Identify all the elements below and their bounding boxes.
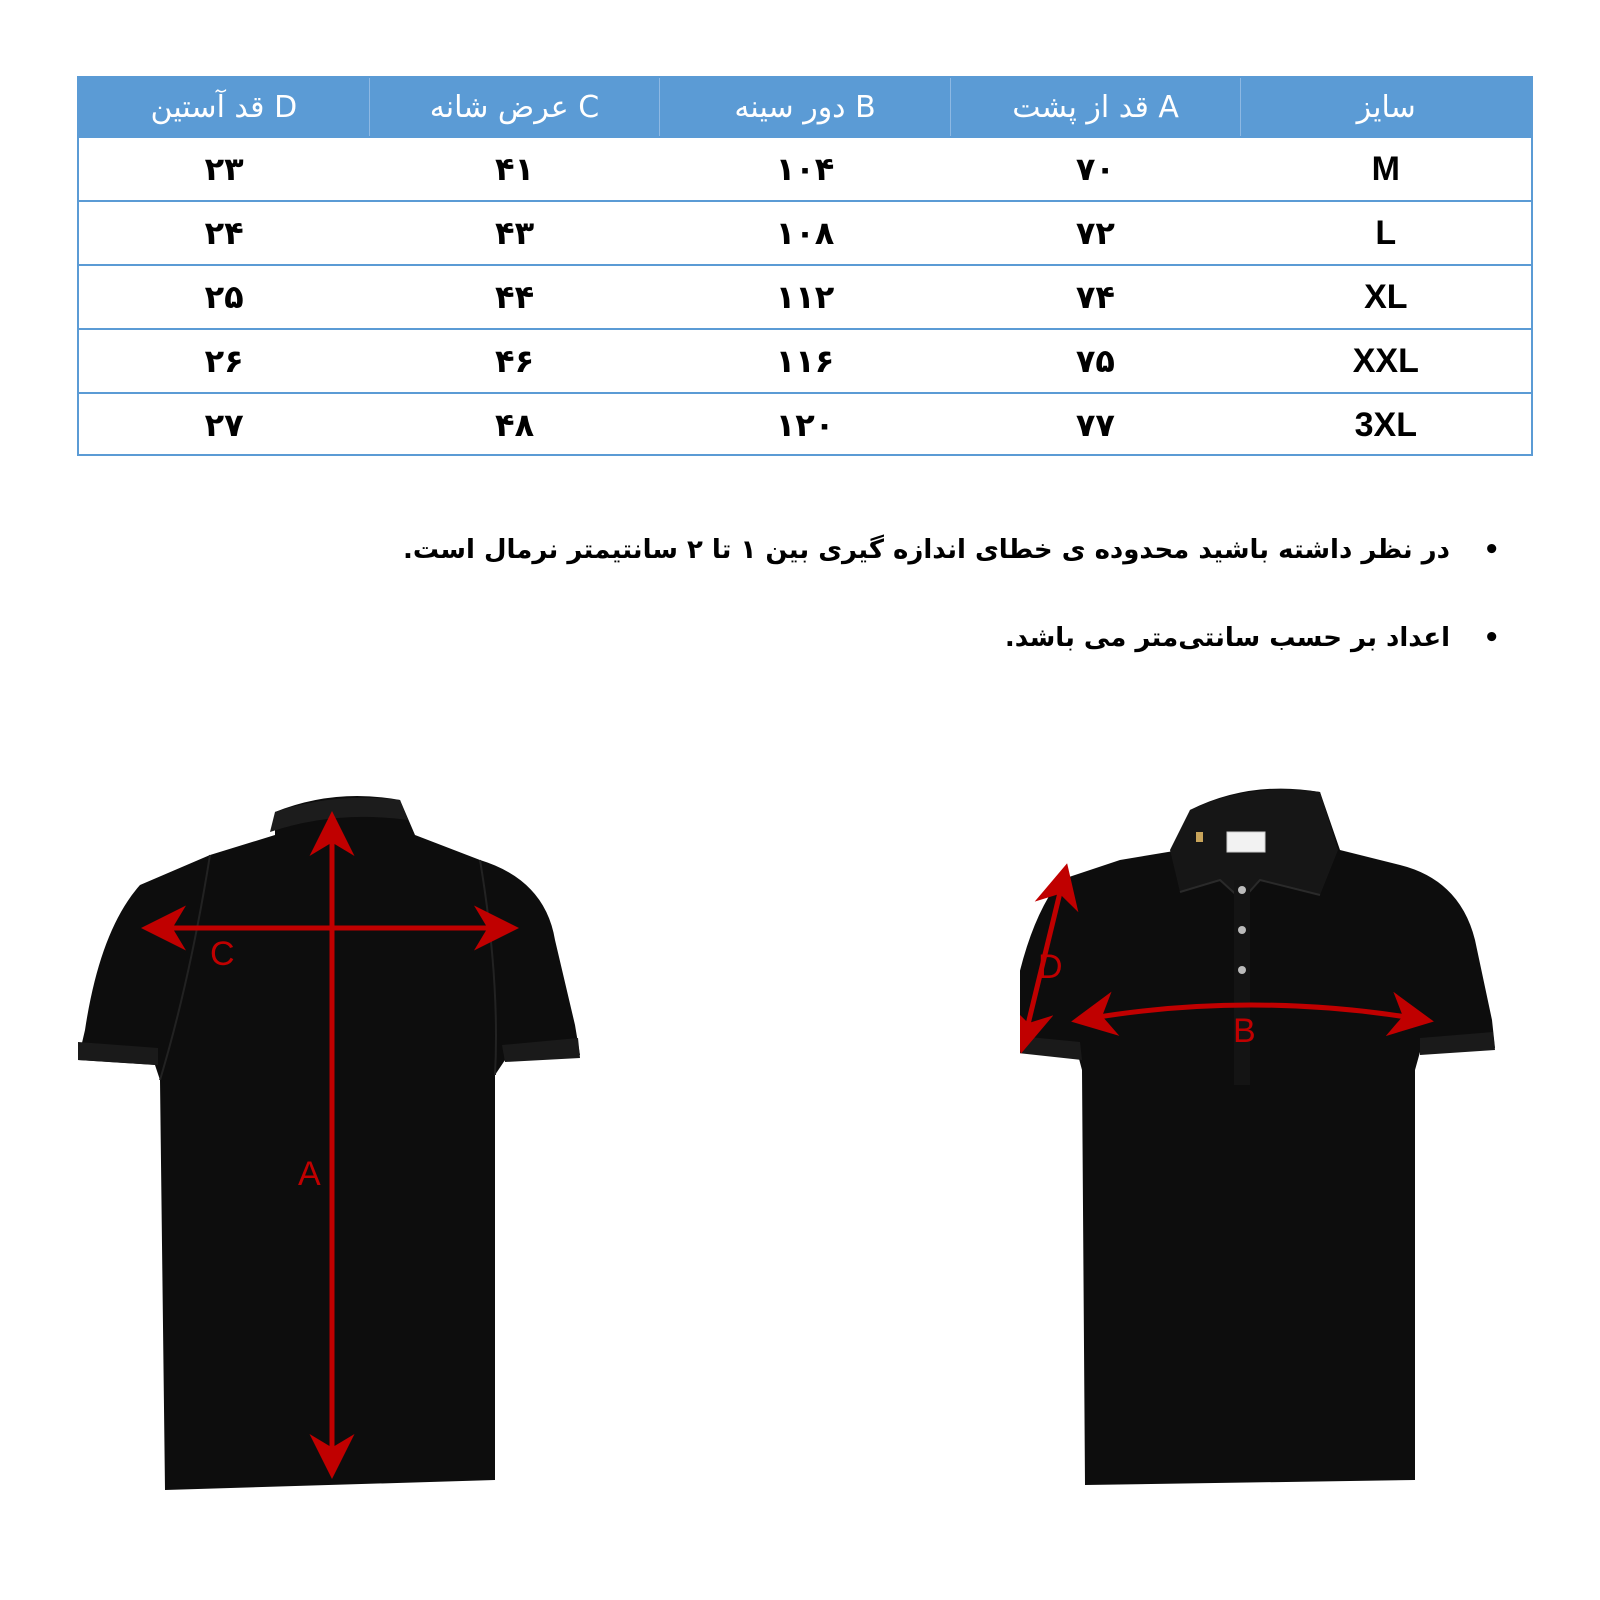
shirt-front-figure <box>1020 780 1550 1540</box>
cell-sleeve: ۲۳ <box>204 150 244 188</box>
table-row <box>79 328 1531 392</box>
neck-tag <box>1196 832 1203 842</box>
cell-size: XXL <box>1352 341 1419 380</box>
table-header-row <box>79 78 1531 136</box>
note-item <box>200 530 1500 570</box>
cell-shoulder: ۴۴ <box>495 278 535 316</box>
label-a: A <box>298 1155 321 1193</box>
cell-back-length: ۷۴ <box>1075 278 1115 316</box>
neck-label <box>1227 832 1265 852</box>
bullet: • <box>1483 535 1500 565</box>
cell-sleeve: ۲۶ <box>204 342 244 380</box>
cell-chest: ۱۰۴ <box>775 150 835 188</box>
note-text: اعداد بر حسب سانتی‌متر می باشد. <box>1004 623 1450 653</box>
note-item <box>200 618 1500 658</box>
header-shoulder: عرض شانه C <box>369 78 660 136</box>
label-b: B <box>1233 1012 1256 1050</box>
header-chest: دور سینه B <box>659 78 950 136</box>
shirt-front-shape <box>1020 789 1495 1485</box>
cell-shoulder: ۴۶ <box>495 342 535 380</box>
placket <box>1234 880 1250 1085</box>
shirt-back-illustration <box>70 780 600 1540</box>
cell-size: L <box>1375 213 1397 252</box>
table-row <box>79 392 1531 456</box>
shirt-back-shape <box>78 796 580 1490</box>
table-row <box>79 200 1531 264</box>
cell-size: XL <box>1364 277 1408 316</box>
table-row <box>79 264 1531 328</box>
label-d: D <box>1038 948 1063 986</box>
cell-shoulder: ۴۸ <box>495 406 535 444</box>
cell-sleeve: ۲۴ <box>204 214 244 252</box>
cell-back-length: ۷۰ <box>1075 150 1115 188</box>
cell-back-length: ۷۵ <box>1075 342 1115 380</box>
cell-size: 3XL <box>1354 405 1417 444</box>
header-size: سایز <box>1240 78 1531 136</box>
header-sleeve: قد آستین D <box>150 89 298 125</box>
cell-size: M <box>1371 149 1400 188</box>
note-text: در نظر داشته باشید محدوده ی خطای اندازه گیری بین ۱ تا ۲ سانتیمتر نرمال است. <box>403 535 1450 565</box>
cell-chest: ۱۰۸ <box>775 214 835 252</box>
cell-sleeve: ۲۵ <box>204 278 244 316</box>
button <box>1238 926 1246 934</box>
cell-chest: ۱۱۲ <box>775 278 835 316</box>
cell-sleeve: ۲۷ <box>204 406 244 444</box>
notes-list <box>200 530 1500 706</box>
button <box>1238 886 1246 894</box>
label-c: C <box>210 935 235 973</box>
cell-chest: ۱۲۰ <box>775 406 835 444</box>
bullet: • <box>1483 623 1500 653</box>
cell-shoulder: ۴۱ <box>495 150 535 188</box>
button <box>1238 966 1246 974</box>
table-row <box>79 136 1531 200</box>
shirt-back-figure <box>70 780 600 1540</box>
cell-back-length: ۷۷ <box>1075 406 1115 444</box>
header-back-length: قد از پشت A <box>950 78 1241 136</box>
cell-back-length: ۷۲ <box>1075 214 1115 252</box>
size-table <box>77 76 1533 456</box>
cell-shoulder: ۴۳ <box>495 214 535 252</box>
shirt-front-illustration <box>1020 780 1550 1540</box>
cell-chest: ۱۱۶ <box>775 342 835 380</box>
